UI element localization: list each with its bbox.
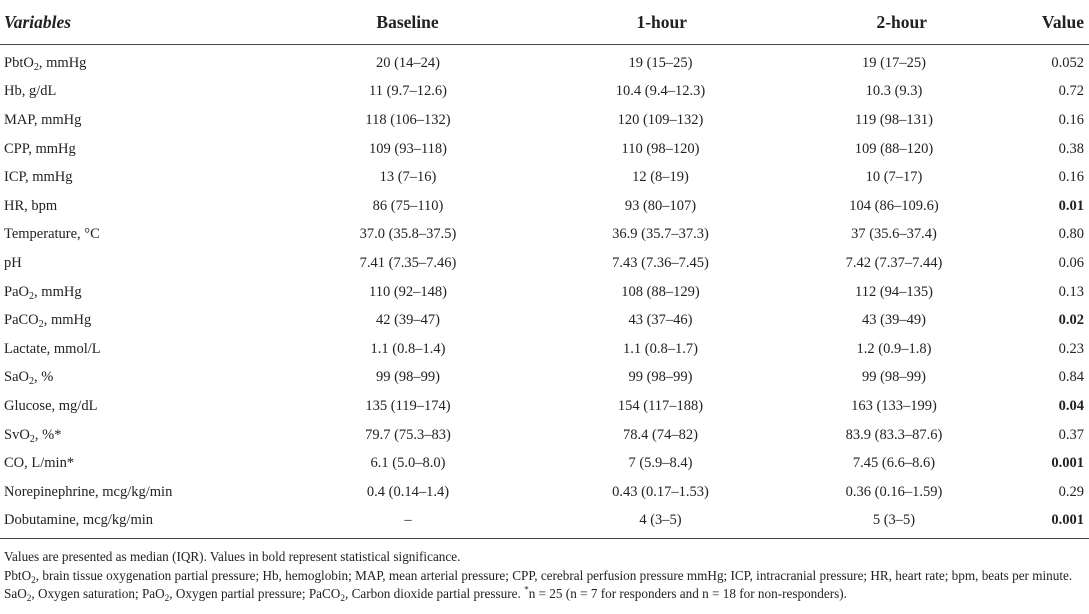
table-body — [0, 49, 1089, 535]
table-row — [0, 335, 1089, 364]
p-value: 0.001 — [1051, 455, 1084, 472]
hour1-value: 36.9 (35.7–37.3) — [612, 226, 709, 243]
baseline-value: 79.7 (75.3–83) — [365, 426, 451, 443]
table-header-row — [0, 0, 1089, 44]
table-row — [0, 163, 1089, 192]
header-1-hour: 1-hour — [636, 11, 688, 32]
hour1-value: 43 (37–46) — [628, 312, 693, 329]
hour2-value: 37 (35.6–37.4) — [851, 226, 937, 243]
p-value: 0.06 — [1058, 254, 1084, 271]
hour1-value: 4 (3–5) — [639, 512, 682, 529]
baseline-value: 11 (9.7–12.6) — [369, 83, 447, 100]
hour2-value: 104 (86–109.6) — [849, 197, 939, 214]
p-value: 0.16 — [1058, 111, 1084, 128]
table-row — [0, 421, 1089, 450]
hour2-value: 163 (133–199) — [851, 397, 937, 414]
hour1-value: 110 (98–120) — [621, 140, 700, 157]
baseline-value: 6.1 (5.0–8.0) — [370, 455, 446, 472]
variable-name: CPP, mmHg — [4, 140, 76, 157]
p-value: 0.13 — [1058, 283, 1084, 300]
footnote-summary: Values are presented as median (IQR). Values in bold represent statistical significance. — [4, 549, 461, 565]
footnote-abbreviations: PbtO$_2$, brain tissue oxygenation partial pressure; Hb, hemoglobin; MAP, mean arterial pressure; CPP, cerebral perfusion pressure mmHg; ICP, intracranial pressure; HR, heart rate; bpm, beats per minute. SaO$_2$, Oxygen saturation; PaO$_2$, Oxygen partial pressure; PaCO$_2$, Carbon dioxide partial pressure. *n = 25 (n = 7 for responders and n = 18 for non-responders). — [4, 567, 1073, 604]
p-value: 0.001 — [1051, 512, 1084, 529]
hour2-value: 10.3 (9.3) — [865, 83, 923, 100]
p-value: 0.052 — [1051, 54, 1084, 71]
table-row — [0, 478, 1089, 507]
hour2-value: 5 (3–5) — [872, 512, 916, 529]
variable-name: pH — [4, 254, 22, 271]
variable-name: Hb, g/dL — [4, 83, 57, 100]
hour1-value: 7 (5.9–8.4) — [628, 455, 693, 472]
baseline-value: 20 (14–24) — [375, 54, 441, 71]
hour1-value: 120 (109–132) — [617, 111, 704, 128]
baseline-value: 0.4 (0.14–1.4) — [366, 483, 450, 500]
hour1-value: 99 (98–99) — [628, 369, 693, 386]
variable-name: PaCO$_2$, mmHg — [4, 312, 92, 331]
table-row — [0, 249, 1089, 278]
variable-name: Glucose, mg/dL — [4, 397, 98, 414]
baseline-value: 118 (106–132) — [365, 111, 451, 128]
variable-name: Temperature, °C — [4, 226, 100, 243]
p-value: 0.23 — [1058, 340, 1084, 357]
table-footnotes — [0, 548, 1089, 604]
hour1-value: 78.4 (74–82) — [623, 426, 698, 443]
table-row — [0, 221, 1089, 250]
hour2-value: 109 (88–120) — [854, 140, 934, 157]
baseline-value: 109 (93–118) — [369, 140, 447, 157]
variable-name: PaO$_2$, mmHg — [4, 283, 82, 302]
baseline-value: 86 (75–110) — [372, 197, 444, 214]
baseline-value: 42 (39–47) — [375, 312, 441, 329]
hour2-value: 99 (98–99) — [861, 369, 927, 386]
baseline-value: 7.41 (7.35–7.46) — [359, 254, 457, 271]
hour1-value: 108 (88–129) — [621, 283, 700, 300]
p-value: 0.01 — [1058, 197, 1084, 214]
p-value: 0.04 — [1058, 397, 1084, 414]
hour1-value: 7.43 (7.36–7.45) — [612, 254, 709, 271]
hour2-value: 112 (94–135) — [855, 283, 933, 300]
variable-name: MAP, mmHg — [4, 111, 82, 128]
baseline-value: 37.0 (35.8–37.5) — [359, 226, 457, 243]
table-row — [0, 364, 1089, 393]
header-p-value: Value — [1041, 11, 1084, 32]
hour2-value: 0.36 (0.16–1.59) — [845, 483, 943, 500]
table-row — [0, 306, 1089, 335]
variable-name: CO, L/min* — [4, 455, 75, 472]
hour1-value: 154 (117–188) — [617, 397, 704, 414]
table-row — [0, 49, 1089, 78]
hour1-value: 93 (80–107) — [624, 197, 697, 214]
variable-name: PbtO$_2$, mmHg — [4, 54, 87, 73]
baseline-value: 13 (7–16) — [379, 169, 437, 186]
hour1-value: 12 (8–19) — [632, 169, 689, 186]
hour2-value: 83.9 (83.3–87.6) — [845, 426, 943, 443]
table-row — [0, 278, 1089, 307]
header-baseline: Baseline — [376, 11, 439, 32]
table-row — [0, 392, 1089, 421]
hour1-value: 1.1 (0.8–1.7) — [623, 340, 698, 357]
variable-name: ICP, mmHg — [4, 169, 73, 186]
p-value: 0.72 — [1058, 83, 1084, 100]
baseline-value: – — [404, 512, 412, 529]
hour2-value: 43 (39–49) — [861, 312, 927, 329]
p-value: 0.80 — [1058, 226, 1084, 243]
variable-name: Lactate, mmol/L — [4, 340, 101, 357]
hour1-value: 0.43 (0.17–1.53) — [612, 483, 709, 500]
p-value: 0.38 — [1058, 140, 1084, 157]
p-value: 0.02 — [1058, 312, 1084, 329]
hour2-value: 119 (98–131) — [855, 111, 933, 128]
header-variables: Variables — [4, 11, 72, 32]
table-row — [0, 192, 1089, 221]
hour1-value: 10.4 (9.4–12.3) — [615, 83, 706, 100]
hour2-value: 7.42 (7.37–7.44) — [845, 254, 943, 271]
p-value: 0.16 — [1058, 169, 1084, 186]
variable-name: SaO$_2$, % — [4, 369, 54, 388]
table-row — [0, 135, 1089, 164]
baseline-value: 1.1 (0.8–1.4) — [370, 340, 446, 357]
baseline-value: 110 (92–148) — [369, 283, 447, 300]
variable-name: HR, bpm — [4, 197, 58, 214]
hour2-value: 7.45 (6.6–8.6) — [852, 455, 936, 472]
hour1-value: 19 (15–25) — [628, 54, 693, 71]
table-row — [0, 507, 1089, 536]
variable-name: Norepinephrine, mcg/kg/min — [4, 483, 173, 500]
header-divider — [0, 44, 1089, 45]
hour2-value: 19 (17–25) — [861, 54, 927, 71]
header-2-hour: 2-hour — [876, 11, 928, 32]
table-bottom-divider — [0, 538, 1089, 539]
hour2-value: 1.2 (0.9–1.8) — [856, 340, 932, 357]
p-value: 0.37 — [1058, 426, 1084, 443]
baseline-value: 99 (98–99) — [375, 369, 441, 386]
baseline-value: 135 (119–174) — [365, 397, 451, 414]
variable-name: Dobutamine, mcg/kg/min — [4, 512, 154, 529]
table-row — [0, 449, 1089, 478]
p-value: 0.84 — [1058, 369, 1084, 386]
variable-name: SvO$_2$, %* — [4, 426, 62, 445]
hour2-value: 10 (7–17) — [865, 169, 923, 186]
p-value: 0.29 — [1058, 483, 1084, 500]
table-row — [0, 78, 1089, 107]
table-row — [0, 106, 1089, 135]
